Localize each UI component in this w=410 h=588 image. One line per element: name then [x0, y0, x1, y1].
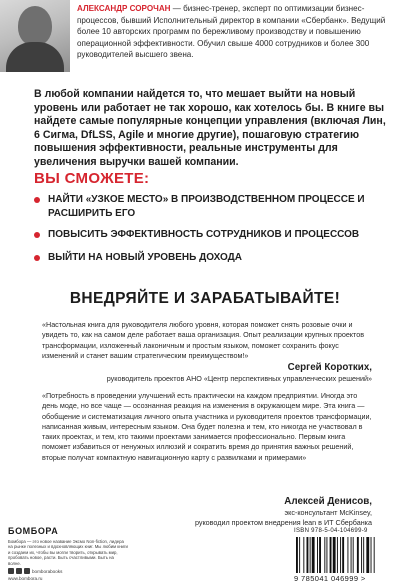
- benefit-text: ПОВЫСИТЬ ЭФФЕКТИВНОСТЬ СОТРУДНИКОВ И ПРОЦЕССОВ: [48, 229, 360, 240]
- quote-1-role: руководитель проектов АНО «Центр перспективных управленческих решений»: [106, 374, 372, 383]
- author-bio-text: — бизнес-тренер, эксперт по оптимизации бизнес-процессов, бывший Исполнительный директор в компании «Сбербанк». Ведущий более 10 авторских программ по бережливому производству и повышению операционной эффективности. Обучил свыше 4000 сотрудников и более 300 руководителей высшего звена.: [77, 4, 386, 60]
- quote-2-name: Алексей Денисов,: [284, 496, 372, 507]
- benefit-text: НАЙТИ «УЗКОЕ МЕСТО» В ПРОИЗВОДСТВЕННОМ ПРОЦЕССЕ И РАСШИРИТЬ ЕГО: [48, 194, 365, 219]
- author-photo-head: [18, 6, 52, 46]
- bullet-icon: [34, 232, 40, 238]
- barcode-digits: 9 785041 046999 >: [294, 574, 366, 583]
- instagram-icon: [16, 568, 22, 574]
- isbn: ISBN 978-5-04-104699-9: [294, 528, 368, 534]
- benefit-item: [34, 251, 374, 265]
- quote-2-role-2: руководил проектом внедрения lean в ИТ Сбербанка: [194, 518, 372, 527]
- benefit-item: [34, 193, 374, 221]
- author-bio: [77, 3, 403, 61]
- publisher-site: www.bombora.ru: [8, 576, 43, 581]
- publisher-social-handle: bomborabooks: [32, 568, 63, 574]
- quote-1-signature: [42, 362, 372, 384]
- publisher-description: Бомбора — это новое название Эксмо Non-fiction, лидера на рынке полезных и вдохновляющих книг. Мы любим книги и создаем их, чтобы вы могли творить, открывать мир, пробовать новое, расти. Быть счастливыми. Быть на волне.: [8, 539, 128, 566]
- benefit-item: [34, 228, 374, 242]
- author-name: АЛЕКСАНДР СОРОЧАН: [77, 4, 171, 13]
- publisher-socials: [8, 568, 62, 574]
- benefits-list: [34, 193, 374, 271]
- quote-2-role-1: экс-консультант McKinsey,: [284, 508, 372, 517]
- publisher-logo: БОМБОРА: [8, 526, 59, 536]
- you-can-heading: ВЫ СМОЖЕТЕ:: [34, 170, 150, 187]
- facebook-icon: [24, 568, 30, 574]
- author-block: [0, 0, 410, 84]
- intro-paragraph: В любой компании найдется то, что мешает выйти на новый уровень или работает не так хорошо, как хотелось бы. В книге вы найдете самые популярные концепции управления (включая Лин, 6 Сигма, DfLSS, Agile и многие другие), пошаговую стратегию повышения эффективности, реальные инструменты для увеличения выручки вашей компании.: [34, 88, 386, 168]
- author-photo: [0, 0, 70, 72]
- barcode: [294, 537, 402, 573]
- benefit-text: ВЫЙТИ НА НОВЫЙ УРОВЕНЬ ДОХОДА: [48, 252, 243, 263]
- quote-2: «Потребность в проведении улучшений есть практически на каждом предприятии. Иногда это день моде, но все чаще — осознанная реакция на изменения в окружающем мире. Эта книга — обобщение и систематизация личного опыта участника и руководителя проектов трансформации, написанная живым, интересным языком. Она будет полезна и тем, кто никогда не участвовал в таких проектах, и тем, кто такими проектами занимается профессионально. Первым книга поможет избавиться от ненужных иллюзий и сократить время до принятия важных решений, вторые получат компактную навигационную карту с развилками и примерами»: [42, 391, 372, 462]
- slogan: ВНЕДРЯЙТЕ И ЗАРАБАТЫВАЙТЕ!: [69, 290, 341, 307]
- bullet-icon: [34, 255, 40, 261]
- bullet-icon: [34, 197, 40, 203]
- quote-2-signature: [42, 496, 372, 528]
- quote-1-name: Сергей Коротких,: [287, 362, 372, 373]
- author-photo-body: [6, 42, 64, 72]
- quote-1: «Настольная книга для руководителя любого уровня, которая поможет снять розовые очки и увидеть то, как на самом деле работает ваша организация. Опыт реализации крупных проектов трансформации, изложенный лаконичным и простым языком, поможет сохранить фокус изменений и станет вашим стратегическим преимуществом!»: [42, 320, 365, 360]
- vk-icon: [8, 568, 14, 574]
